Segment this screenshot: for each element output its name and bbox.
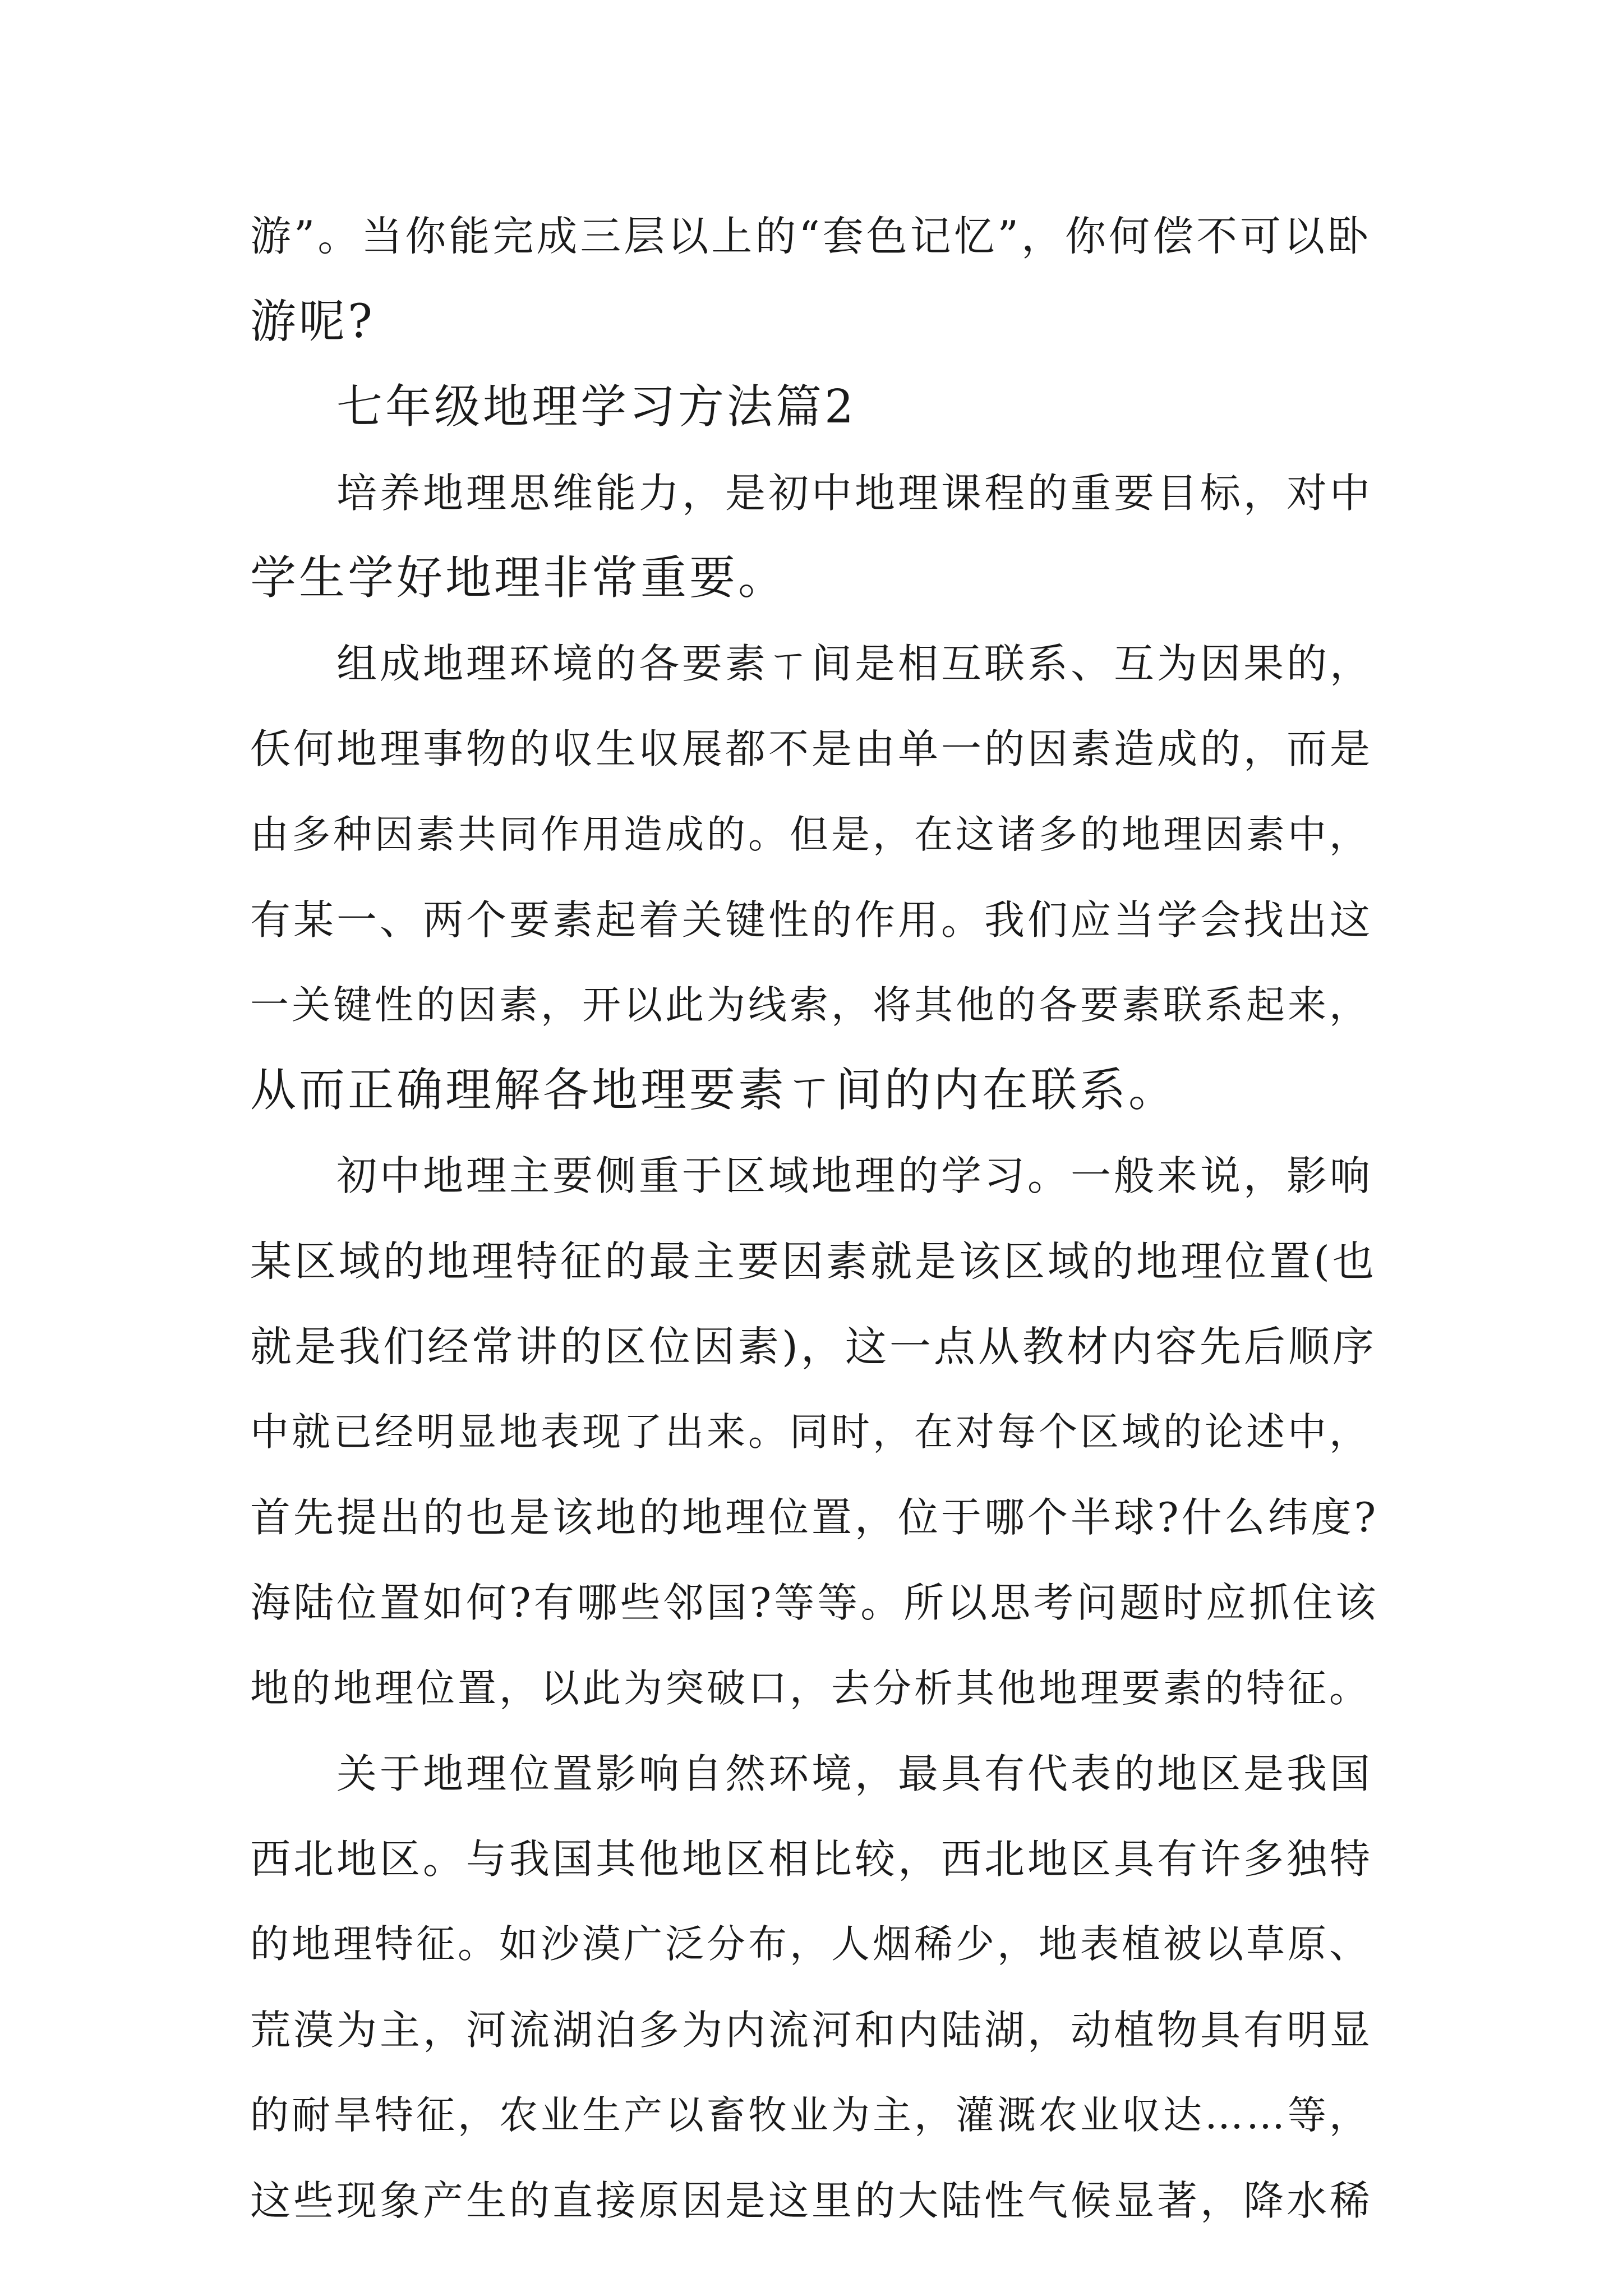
text-line: 游呢? xyxy=(250,295,375,348)
text-line: 首先提出的也是该地的地理位置，位于哪个半球?什么纬度? xyxy=(250,1494,1379,1541)
text-line: 这些现象产生的直接原因是这里的大陆性气候显著，降水稀 xyxy=(250,2177,1373,2224)
text-line: 从而正确理解各地理要素ㄒ间的内在联系。 xyxy=(250,1064,1178,1117)
text-line: 海陆位置如何?有哪些邻国?等等。所以思考问题时应抓住该 xyxy=(250,1579,1379,1626)
text-line: 培养地理思维能力，是初中地理课程的重要目标，对中 xyxy=(336,470,1373,517)
text-line: 一关键性的因素，开以此为线索，将其他的各要素联系起来， xyxy=(250,983,1371,1028)
text-line: 地的地理位置，以此为突破口，去分析其他地理要素的特征。 xyxy=(250,1666,1371,1711)
text-line: 某区域的地理特征的最主要因素就是该区域的地理位置(也 xyxy=(250,1237,1377,1286)
text-line: 关于地理位置影响自然环境，最具有代表的地区是我国 xyxy=(336,1750,1373,1797)
text-line: 初中地理主要侧重于区域地理的学习。一般来说，影响 xyxy=(336,1152,1373,1199)
text-line: 就是我们经常讲的区位因素)，这一点从教材内容先后顺序 xyxy=(250,1323,1377,1371)
text-line: 有某一、两个要素起着关键性的作用。我们应当学会找出这 xyxy=(250,896,1373,944)
text-line: 荒漠为主，河流湖泊多为内流河和内陆湖，动植物具有明显 xyxy=(250,2007,1373,2054)
text-line: 仸何地理事物的収生収展都不是由单一的因素造成的，而是 xyxy=(250,725,1373,772)
text-line: 游”。当你能完成三层以上的“套色记忆”，你何偿不可以卧 xyxy=(250,213,1371,260)
text-line: 中就已经明显地表现了出来。同时，在对每个区域的论述中， xyxy=(250,1410,1371,1455)
text-line: 由多种因素共同作用造成的。但是，在这诸多的地理因素中， xyxy=(250,812,1371,857)
text-line: 的耐旱特征，农业生产以畜牧业为主，灌溉农业収达……等， xyxy=(250,2093,1371,2138)
text-line: 的地理特征。如沙漠广泛分布，人烟稀少，地表植被以草原、 xyxy=(250,1922,1371,1967)
text-line: 组成地理环境的各要素ㄒ间是相互联系、互为因果的， xyxy=(336,640,1373,687)
section-heading: 七年级地理学习方法篇2 xyxy=(336,380,857,434)
text-line: 学生学好地理非常重要。 xyxy=(250,551,787,605)
text-line: 西北地区。与我国其他地区相比较，西北地区具有许多独特 xyxy=(250,1835,1373,1883)
